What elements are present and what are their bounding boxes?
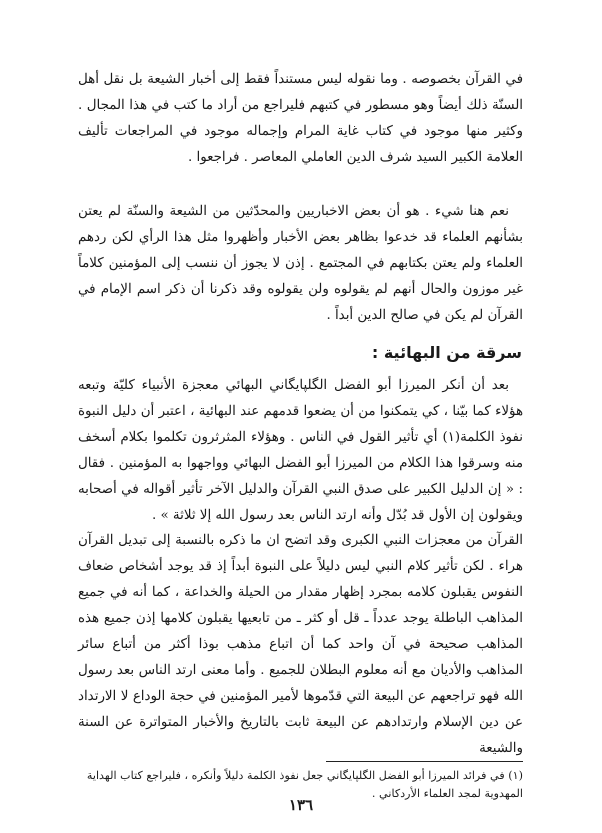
footnote-divider	[326, 761, 523, 762]
paragraph-3: بعد أن أنكر الميرزا أبو الفضل الگلپايگاني البهائي معجزة الأنبياء كليّة وتبعه هؤلاء كما بيّنا ، كي يتمكنوا من أن يضعوا قدمهم عند البهائية ، اعتبر أن دليل النبوة نفوذ الكلمة(١) أي تأثير القول في الناس . وهؤلاء المثرثرون تكلموا بكلام أسخف منه وسرقوا هذا الكلام من الميرزا أبو الفضل البهائي وواجهوا به المؤمنين . فقال : « إن الدليل الكبير على صدق النبي القرآن والدليل الآخر تأثير أقواله في أصحابه ويقولون إن الأول قد بُدّل وأنه ارتد الناس بعد رسول الله إلا ثلاثة » .	[78, 378, 523, 523]
section-heading: سرقة من البهائية :	[371, 343, 522, 362]
paragraph-1: في القرآن بخصوصه . وما نقوله ليس مستنداً فقط إلى أخبار الشيعة بل نقل أهل السنّة ذلك أيضاً وهو مسطور في كتبهم فليراجع من أراد ما كتب في هذا المجال . وكثير منها موجود في كتاب غاية المرام وإجماله موجود في المراجعات تأليف العلامة الكبير السيد شرف الدين العاملي المعاصر . فراجعوا .	[78, 72, 523, 165]
footnote: (١) في فرائد الميرزا أبو الفضل الگلپايگاني جعل نفوذ الكلمة دليلاً وأنكره ، فليراجع كتاب الهداية المهدوية لمجد العلماء الأردكاني .	[86, 769, 523, 800]
page-number: ١٣٦	[288, 796, 314, 814]
paragraph-4: القرآن من معجزات النبي الكبرى وقد اتضح ان ما ذكره بالنسبة إلى تبديل القرآن هراء . لكن تأثير كلام النبي ليس دليلاً على النبوة أبداً إذ قد يوجد أشخاص ضعاف النفوس يقبلون كلامه بمجرد إظهار مقدار من الحيلة والخداعة ، كما أنه في جميع المذاهب الباطلة يوجد عدداً ـ قل أو كثر ـ من تابعيها يقبلون كلامها إذن جميع هذه المذاهب صحيحة في آن واحد كما أن اتباع مذهب بوذا أكثر من أتباع سائر المذاهب والأديان مع أنه معلوم البطلان للجميع . وأما معنى ارتد الناس بعد رسول الله فهو تراجعهم عن البيعة التي قدّموها لأمير المؤمنين في حجة الوداع لا الارتداد عن دين الإسلام وارتدادهم عن البيعة ثابت بالتاريخ والأخبار المتواترة عن السنة والشيعة	[78, 533, 523, 756]
paragraph-2: نعم هنا شيء . هو أن بعض الاخباريين والمحدّثين من الشيعة والسنّة لم يعتن بشأنهم العلماء قد خدعوا بظاهر بعض الأخبار وأظهروا مثل هذا الرأي لكن ردهم العلماء ولم يعتن بكتابهم في المجتمع . إذن لا يجوز أن ننسب إلى المؤمنين كلاماً غير موزون والحال أنهم لم يقولوه ولن يقولوه وقد ذكرنا أن ذكر اسم الإمام في القرآن لم يكن في صالح الدين أبداً .	[78, 204, 523, 323]
